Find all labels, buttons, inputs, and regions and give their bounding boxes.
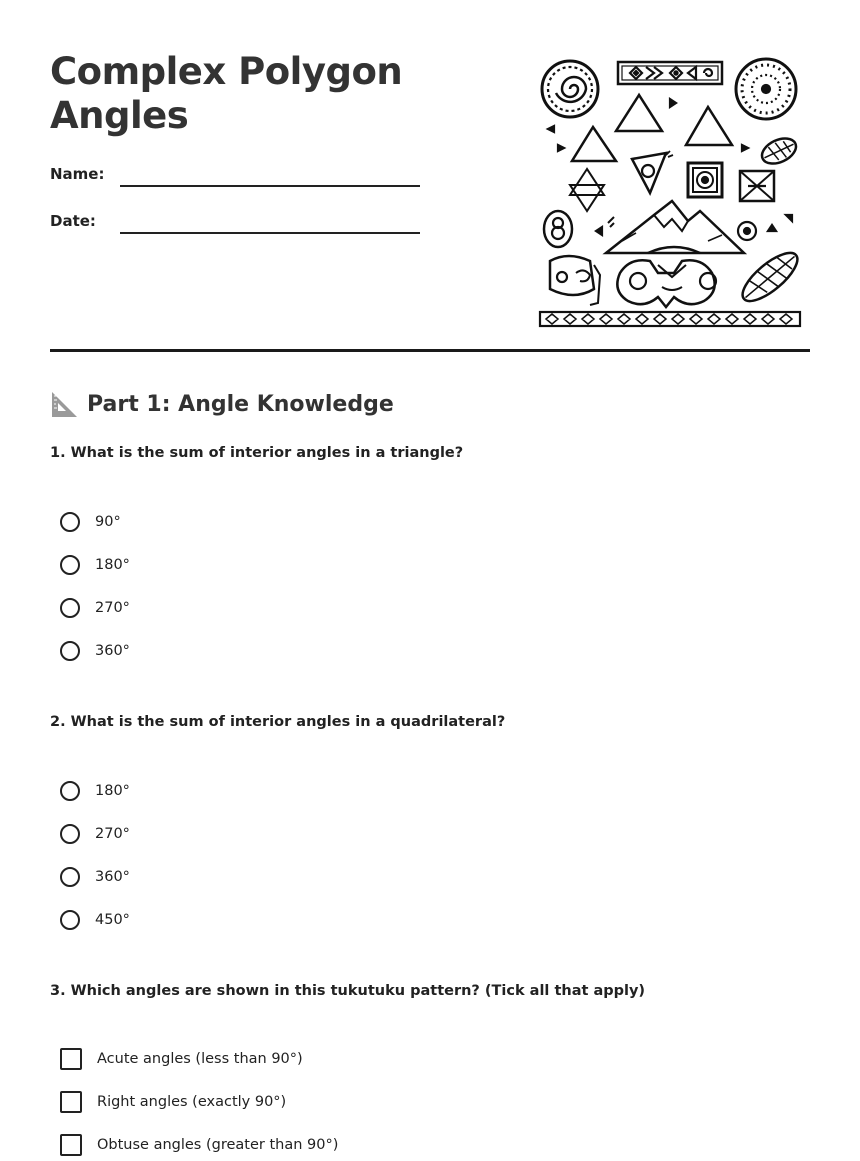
option-label: Obtuse angles (greater than 90°) [97, 1137, 339, 1153]
carved-face-icon [617, 247, 716, 307]
date-label: Date: [50, 212, 96, 230]
section-header [50, 386, 394, 422]
checkbox[interactable] [60, 1091, 82, 1113]
star-icon [570, 169, 604, 211]
q2-option-4[interactable] [60, 908, 130, 932]
radio-button[interactable] [60, 512, 80, 532]
option-label: 270° [95, 826, 130, 842]
option-label: 360° [95, 869, 130, 885]
spiral-medallion-icon [542, 61, 598, 117]
q2-option-1[interactable] [60, 779, 130, 803]
set-square-icon [50, 390, 79, 419]
radio-button[interactable] [60, 598, 80, 618]
question-1-text: 1. What is the sum of interior angles in a triangle? [50, 445, 464, 461]
decorative-pattern-illustration [536, 55, 804, 330]
mountain-icon [606, 201, 744, 253]
checkbox[interactable] [60, 1048, 82, 1070]
triangle-icon [616, 95, 662, 131]
q1-option-1[interactable] [60, 510, 121, 534]
option-label: Acute angles (less than 90°) [97, 1051, 303, 1067]
page-title: Complex Polygon Angles [50, 50, 403, 137]
eye-triangle-icon [632, 151, 673, 193]
x-box-icon [740, 171, 774, 201]
koru-ornament-icon [544, 211, 572, 247]
question-3-text: 3. Which angles are shown in this tukutuku pattern? (Tick all that apply) [50, 983, 646, 999]
leaf-icon [736, 245, 804, 309]
q2-option-3[interactable] [60, 865, 130, 889]
name-label: Name: [50, 165, 105, 183]
option-label: 180° [95, 557, 130, 573]
name-field [50, 165, 430, 189]
name-input-line[interactable] [120, 185, 420, 187]
checkbox[interactable] [60, 1134, 82, 1156]
radio-button[interactable] [60, 824, 80, 844]
q3-option-2[interactable] [60, 1090, 286, 1114]
triangle-icon [686, 107, 732, 145]
option-label: 270° [95, 600, 130, 616]
concentric-square-icon [688, 163, 722, 197]
q1-option-4[interactable] [60, 639, 130, 663]
pattern-banner-icon [618, 62, 722, 84]
target-icon [738, 222, 756, 240]
section-title: Part 1: Angle Knowledge [87, 391, 394, 417]
option-label: 90° [95, 514, 121, 530]
option-label: 180° [95, 783, 130, 799]
date-field [50, 212, 430, 236]
radio-button[interactable] [60, 867, 80, 887]
option-label: Right angles (exactly 90°) [97, 1094, 287, 1110]
q1-option-2[interactable] [60, 553, 130, 577]
q3-option-3[interactable] [60, 1133, 338, 1157]
q1-option-3[interactable] [60, 596, 130, 620]
q2-option-2[interactable] [60, 822, 130, 846]
radio-button[interactable] [60, 641, 80, 661]
sun-medallion-icon [736, 59, 796, 119]
radio-button[interactable] [60, 781, 80, 801]
triangle-icon [572, 127, 616, 161]
leaf-icon [758, 133, 800, 168]
question-2-text: 2. What is the sum of interior angles in a quadrilateral? [50, 714, 506, 730]
radio-button[interactable] [60, 555, 80, 575]
tiki-figure-icon [550, 256, 600, 305]
option-label: 450° [95, 912, 130, 928]
radio-button[interactable] [60, 910, 80, 930]
date-input-line[interactable] [120, 232, 420, 234]
border-band-icon [540, 312, 800, 326]
q3-option-1[interactable] [60, 1047, 303, 1071]
option-label: 360° [95, 643, 130, 659]
header-divider [50, 349, 810, 352]
